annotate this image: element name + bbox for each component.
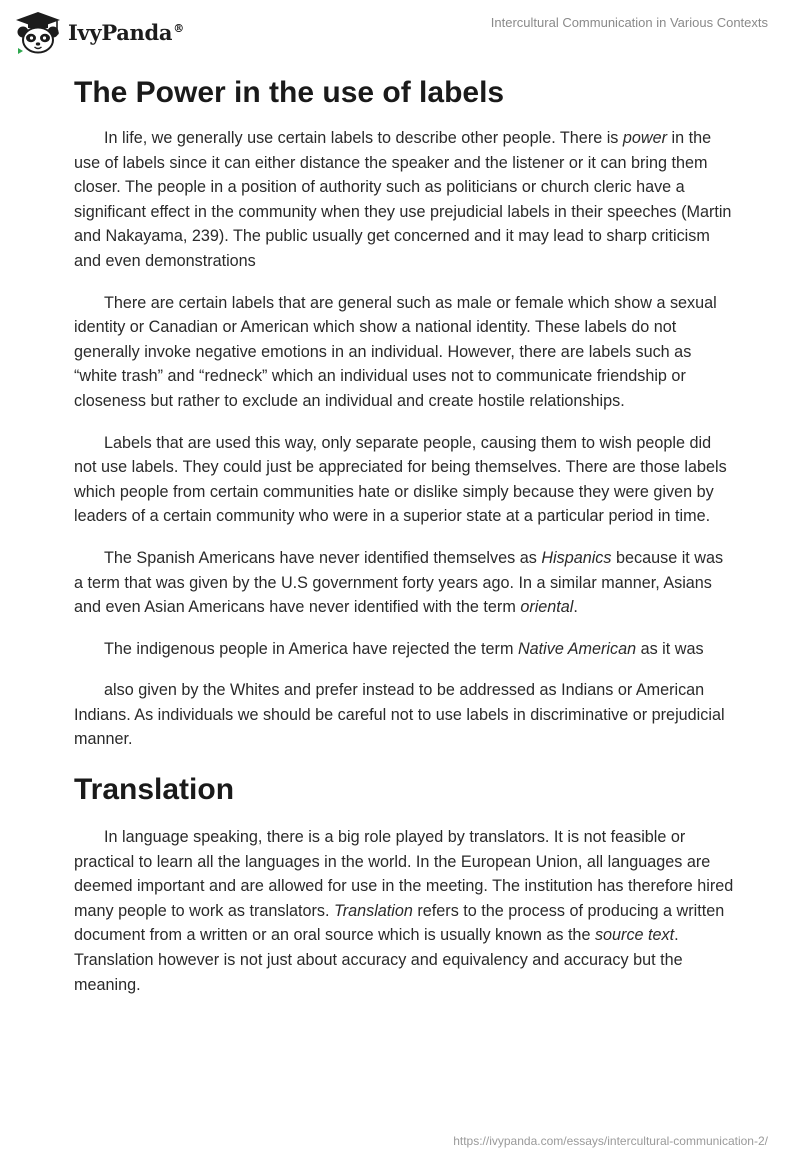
emphasis: Native American xyxy=(517,639,637,658)
emphasis: Hispanics xyxy=(541,548,612,567)
emphasis: source text xyxy=(594,926,675,945)
section-heading-translation: Translation xyxy=(74,773,235,807)
section-heading-labels: The Power in the use of labels xyxy=(74,76,505,109)
paragraph: In language speaking, there is a big role played by translators. It is not feasible or practical to learn all the languages in the world. In the European Union, all languages are deemed important and are allowed for use in the meeting. The institution has therefore hired many people to work as translators. Translation refers to the process of producing a written document from a written or an oral source which is usually known as the source text. Translation however is not just about accuracy and equivalency and accuracy but the meaning. xyxy=(74,828,734,994)
emphasis: power xyxy=(622,129,667,147)
brand-name: IvyPanda® xyxy=(68,19,184,45)
paragraph: also given by the Whites and prefer instead to be addressed as Indians or American Indians. As individuals we should be careful not to use labels in discriminative or prejudicial manner. xyxy=(74,681,725,749)
ivypanda-logo[interactable] xyxy=(14,8,184,56)
paragraph: There are certain labels that are general such as male or female which show a sexual identity or Canadian or American which show a national identity. These labels do not generally invoke negative emotions in an individual. However, there are labels such as “white trash” and “redneck” which an individual uses not to communicate friendship or closeness but rather to exclude an individual and create hostile relationships. xyxy=(74,293,717,410)
emphasis: Translation xyxy=(334,901,413,920)
paragraph: Labels that are used this way, only separate people, causing them to wish people did not use labels. They could just be appreciated for being themselves. There are those labels which people from certain communities hate or dislike simply because they were given by leaders of a certain community who were in a superior state at a particular period in time. xyxy=(74,433,727,526)
essay-content xyxy=(74,68,734,1014)
paragraph: The indigenous people in America have rejected the term Native American as it was xyxy=(104,639,704,658)
source-url[interactable]: https://ivypanda.com/essays/intercultural-communication-2/ xyxy=(453,1134,768,1148)
registered-mark: ® xyxy=(173,21,184,35)
page-header xyxy=(0,0,800,60)
emphasis: oriental xyxy=(520,598,574,617)
paragraph: The Spanish Americans have never identified themselves as Hispanics because it was a term that was given by the U.S government forty years ago. In a similar manner, Asians and even Asian Americans have never identified with the term oriental. xyxy=(74,548,724,617)
paragraph: In life, we generally use certain labels to describe other people. There is power in the use of labels since it can either distance the speaker and the listener or it can bring them closer. The people in a position of authority such as politicians or church cleric have a significant effect in the community when they use prejudicial labels in their speeches (Martin and Nakayama, 239). The public usually get concerned and it may lead to sharp criticism and even demonstrations xyxy=(74,129,732,270)
document-title: Intercultural Communication in Various Contexts xyxy=(490,15,768,30)
panda-graduate-icon xyxy=(14,10,62,54)
